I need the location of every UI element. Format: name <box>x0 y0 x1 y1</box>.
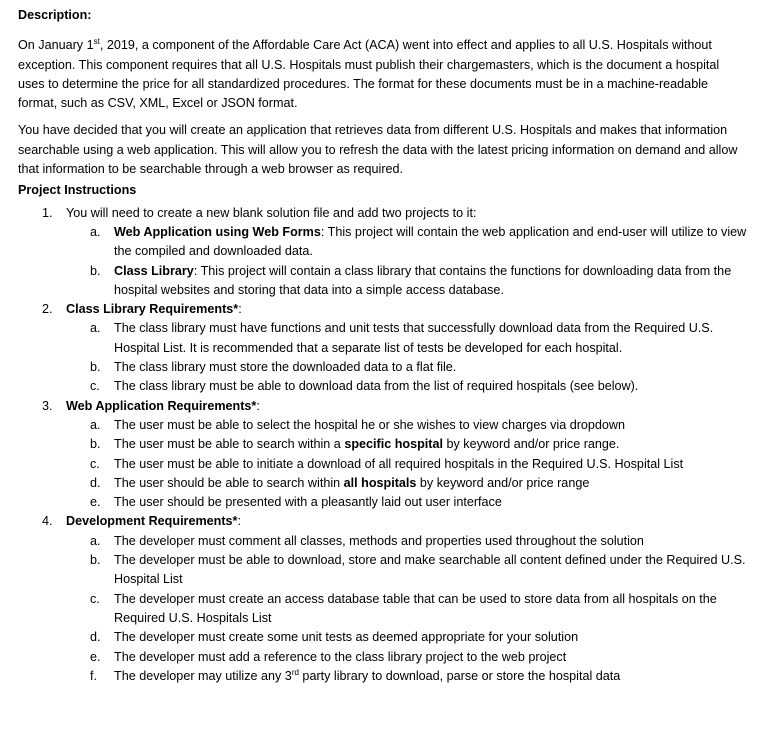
item-text: The class library must store the downloaded data to a flat file. <box>114 360 457 375</box>
section-items <box>66 319 748 396</box>
item-letter: b. <box>90 263 101 278</box>
item-text: The developer must be able to download, store and make searchable all content defined under the Required U.S. Hospital List <box>114 553 746 587</box>
list-item <box>66 435 748 454</box>
item-letter: d. <box>90 630 101 645</box>
item-text-end: by keyword and/or price range <box>416 475 590 490</box>
item-text-start: The user must be able to search within a <box>114 437 345 452</box>
section-title-bold: Development Requirements* <box>66 514 238 529</box>
intro-text-start: On January 1 <box>18 38 94 53</box>
list-item <box>66 262 748 301</box>
item-bold: Web Application using Web Forms <box>114 224 321 239</box>
section-items <box>66 223 748 300</box>
section-number: 4. <box>42 514 53 529</box>
item-bold: Class Library <box>114 263 194 278</box>
item-text: The user must be able to initiate a download of all required hospitals in the Required U.S. Hospital List <box>114 456 684 471</box>
list-item <box>66 628 748 647</box>
item-letter: d. <box>90 475 101 490</box>
item-text-start: The user should be able to search within <box>114 475 344 490</box>
item-text-start: The developer may utilize any 3 <box>114 668 292 683</box>
section-4 <box>18 512 748 686</box>
item-letter: c. <box>90 379 100 394</box>
section-title-suffix: : <box>256 398 260 413</box>
item-text: The developer must create some unit tests as deemed appropriate for your solution <box>114 630 579 645</box>
item-letter: c. <box>90 456 100 471</box>
section-title <box>66 300 748 319</box>
section-1 <box>18 204 748 300</box>
intro-paragraph <box>18 36 748 113</box>
list-item <box>66 667 748 686</box>
section-title <box>66 397 748 416</box>
intro-text-end: , 2019, a component of the Affordable Care Act (ACA) went into effect and applies to all U.S. Hospitals without exception. This component requires that all U.S. Hospitals must publish their chargemasters, which is the document a hospital uses to determine the price for all standardized procedures. The format for these documents must be in a machine-readable format, such as CSV, XML, Excel or JSON format. <box>18 38 720 111</box>
list-item <box>66 474 748 493</box>
ordinal-suffix: rd <box>291 667 299 677</box>
section-items <box>66 532 748 686</box>
item-letter: a. <box>90 321 101 336</box>
item-text: The user must be able to select the hospital he or she wishes to view charges via dropdown <box>114 417 626 432</box>
item-letter: b. <box>90 437 101 452</box>
item-letter: e. <box>90 495 101 510</box>
section-title-bold: Class Library Requirements* <box>66 302 239 317</box>
item-letter: a. <box>90 417 101 432</box>
section-number: 2. <box>42 302 53 317</box>
section-title <box>66 512 748 531</box>
section-3 <box>18 397 748 513</box>
instructions-list <box>18 204 748 686</box>
item-letter: a. <box>90 533 101 548</box>
list-item <box>66 455 748 474</box>
item-text: The developer must create an access database table that can be used to store data from all hospitals on the Required U.S. Hospitals List <box>114 591 717 625</box>
item-text-end: by keyword and/or price range. <box>443 437 620 452</box>
list-item <box>66 648 748 667</box>
list-item <box>66 532 748 551</box>
item-letter: f. <box>90 668 97 683</box>
list-item <box>66 551 748 590</box>
section-title-bold: Web Application Requirements* <box>66 398 257 413</box>
item-text: The developer must add a reference to the class library project to the web project <box>114 649 567 664</box>
item-text: The user should be presented with a pleasantly laid out user interface <box>114 495 502 510</box>
list-item <box>66 416 748 435</box>
item-text: : This project will contain the web application and end-user will utilize to view the compiled and downloaded data. <box>114 224 747 259</box>
section-title-suffix: : <box>237 514 241 529</box>
section-title-suffix: : <box>238 302 242 317</box>
item-bold: specific hospital <box>344 437 443 452</box>
item-letter: e. <box>90 649 101 664</box>
list-item <box>66 223 748 262</box>
item-text-end: party library to download, parse or store the hospital data <box>298 668 621 683</box>
list-item <box>66 319 748 358</box>
item-text: : This project will contain a class library that contains the functions for downloading data from the hospital websites and storing that data into a simple access database. <box>114 263 732 297</box>
description-heading: Description: <box>18 8 92 22</box>
item-text: The class library must be able to download data from the list of required hospitals (see below). <box>114 379 639 394</box>
list-item <box>66 358 748 377</box>
section-title: You will need to create a new blank solution file and add two projects to it: <box>66 205 477 220</box>
list-item <box>66 493 748 512</box>
item-letter: b. <box>90 360 101 375</box>
section-number: 3. <box>42 398 53 413</box>
section-2 <box>18 300 748 396</box>
section-items <box>66 416 748 512</box>
section-number: 1. <box>42 205 53 220</box>
app-paragraph: You have decided that you will create an application that retrieves data from different U.S. Hospitals and makes that information searchable using a web application. This will allow you to refresh the data with the latest pricing information on demand and allow that information to be searchable through a web browser as required. <box>18 123 738 177</box>
list-item <box>66 377 748 396</box>
item-text: The developer must comment all classes, methods and properties used throughout the solution <box>114 533 644 548</box>
item-text: The class library must have functions and unit tests that successfully download data from the Required U.S. Hospital List. It is recommended that a separate list of tests be developed for each hospital. <box>114 321 714 355</box>
item-letter: b. <box>90 553 101 568</box>
item-bold: all hospitals <box>343 475 417 490</box>
ordinal-suffix: st <box>93 37 100 47</box>
list-item <box>66 590 748 629</box>
item-letter: c. <box>90 591 100 606</box>
instructions-heading: Project Instructions <box>18 183 137 198</box>
item-letter: a. <box>90 224 101 239</box>
